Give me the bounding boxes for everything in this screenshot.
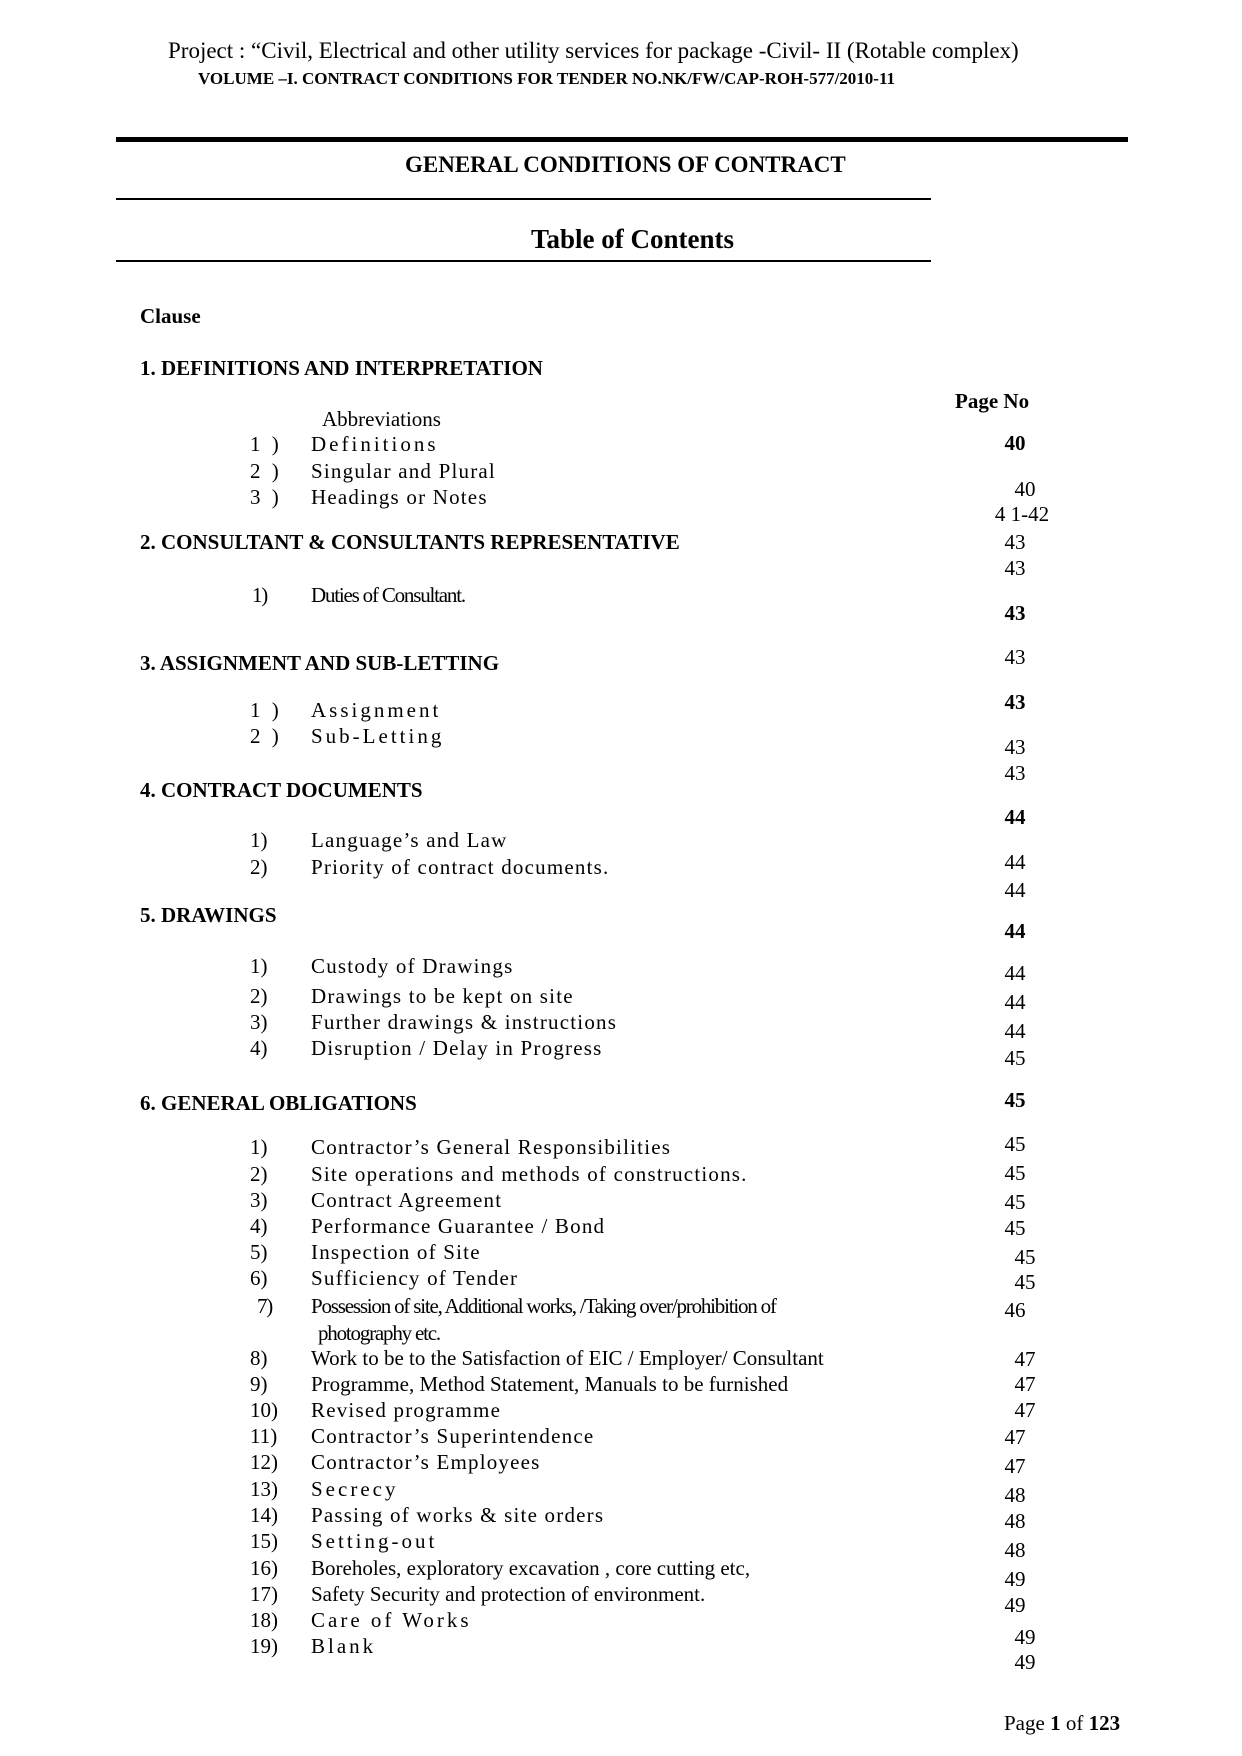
page-number: 45 <box>1014 1245 1036 1269</box>
toc-title: Table of Contents <box>531 224 735 254</box>
page-number: 44 <box>1004 990 1026 1014</box>
item-number: 2) <box>250 1162 268 1186</box>
item-number: 2) <box>250 984 268 1008</box>
item-number: 4) <box>250 1214 268 1238</box>
page-number: 46 <box>1004 1298 1026 1322</box>
toc-entry: Safety Security and protection of environment. <box>311 1582 706 1606</box>
toc-entry-abbreviations: Abbreviations <box>322 407 441 431</box>
page-number: 43 <box>1004 761 1026 785</box>
toc-entry: Programme, Method Statement, Manuals to be furnished <box>311 1372 789 1396</box>
toc-entry: Definitions <box>311 432 439 456</box>
toc-entry: Headings or Notes <box>311 485 488 509</box>
title-rule-bottom <box>116 260 931 262</box>
item-number: 4) <box>250 1036 268 1060</box>
page-no-label: Page No <box>955 389 1030 413</box>
item-number: 12) <box>250 1450 278 1474</box>
page-number: 4 1-42 <box>994 502 1050 526</box>
item-number: 17) <box>250 1582 278 1606</box>
toc-entry: Work to be to the Satisfaction of EIC / Employer/ Consultant <box>311 1346 824 1370</box>
page-number: 49 <box>1004 1593 1026 1617</box>
item-number: 11) <box>250 1424 278 1448</box>
toc-entry: Secrecy <box>311 1477 399 1501</box>
item-number: 3) <box>250 1188 268 1212</box>
toc-entry: Blank <box>311 1634 377 1658</box>
toc-entry: Passing of works & site orders <box>311 1503 605 1527</box>
toc-entry: Further drawings & instructions <box>311 1010 618 1034</box>
toc-entry: Contractor’s Superintendence <box>311 1424 595 1448</box>
page-number: 43 <box>1004 556 1026 580</box>
page-number: 49 <box>1014 1625 1036 1649</box>
page-number: 43 <box>1004 645 1026 669</box>
header-project: Project : “Civil, Electrical and other utility services for package -Civil- II (Rotable complex) <box>168 38 1019 63</box>
item-number: 18) <box>250 1608 278 1632</box>
page-number: 40 <box>1004 431 1026 455</box>
page-number: 45 <box>1004 1216 1026 1240</box>
toc-entry: Contractor’s General Responsibilities <box>311 1135 672 1159</box>
page-number: 49 <box>1014 1650 1036 1674</box>
toc-entry: Custody of Drawings <box>311 954 514 978</box>
item-number: 2) <box>250 855 268 879</box>
toc-entry: Site operations and methods of constructions. <box>311 1162 748 1186</box>
item-number: 1) <box>252 583 268 607</box>
document-title: GENERAL CONDITIONS OF CONTRACT <box>405 152 846 177</box>
toc-entry: Drawings to be kept on site <box>311 984 574 1008</box>
page-number: 47 <box>1004 1425 1026 1449</box>
page-number: 45 <box>1004 1161 1026 1185</box>
page-number: 44 <box>1004 1019 1026 1043</box>
toc-entry: Language’s and Law <box>311 828 508 852</box>
item-number: 6) <box>250 1266 268 1290</box>
toc-entry: Possession of site, Additional works, /Taking over/prohibition of <box>311 1294 776 1318</box>
page-number: 48 <box>1004 1538 1026 1562</box>
item-number: 3) <box>250 1010 268 1034</box>
page-number: 44 <box>1004 850 1026 874</box>
page-number: 44 <box>1004 961 1026 985</box>
page-number: 45 <box>1004 1088 1026 1112</box>
page-number: 47 <box>1004 1454 1026 1478</box>
toc-entry: Performance Guarantee / Bond <box>311 1214 606 1238</box>
toc-entry: Care of Works <box>311 1608 472 1632</box>
page-number: 43 <box>1004 530 1026 554</box>
footer-total-pages: 123 <box>1088 1711 1121 1735</box>
page-number: 48 <box>1004 1509 1026 1533</box>
item-number: 1 ) <box>250 432 282 456</box>
item-number: 13) <box>250 1477 278 1501</box>
page-number: 43 <box>1004 735 1026 759</box>
page-number: 45 <box>1004 1046 1026 1070</box>
section-title: 5. DRAWINGS <box>140 903 277 927</box>
item-number: 9) <box>250 1372 268 1396</box>
item-number: 19) <box>250 1634 278 1658</box>
header-rule <box>116 137 1128 142</box>
footer-of-label: of <box>1065 1711 1084 1735</box>
item-number: 2 ) <box>250 459 282 483</box>
item-number: 3 ) <box>250 485 282 509</box>
toc-entry: Priority of contract documents. <box>311 855 610 879</box>
toc-entry: Contractor’s Employees <box>311 1450 541 1474</box>
header-volume: VOLUME –I. CONTRACT CONDITIONS FOR TENDER NO.NK/FW/CAP-ROH-577/2010-11 <box>198 69 896 88</box>
toc-entry: Sufficiency of Tender <box>311 1266 519 1290</box>
page-number: 40 <box>1014 477 1036 501</box>
item-number: 1) <box>250 1135 268 1159</box>
toc-entry: Inspection of Site <box>311 1240 481 1264</box>
section-title: 4. CONTRACT DOCUMENTS <box>140 778 423 802</box>
item-number: 2 ) <box>250 724 282 748</box>
toc-entry: Sub-Letting <box>311 724 445 748</box>
toc-entry: Assignment <box>311 698 442 722</box>
section-title: 6. GENERAL OBLIGATIONS <box>140 1091 417 1115</box>
toc-entry: Duties of Consultant. <box>311 583 465 607</box>
footer-page-label: Page <box>1004 1711 1045 1735</box>
toc-entry: Boreholes, exploratory excavation , core cutting etc, <box>311 1556 751 1580</box>
page-number: 45 <box>1004 1190 1026 1214</box>
toc-entry: Contract Agreement <box>311 1188 503 1212</box>
toc-entry-continuation: photography etc. <box>318 1321 440 1345</box>
page-number: 47 <box>1014 1398 1036 1422</box>
page-number: 48 <box>1004 1483 1026 1507</box>
page-number: 45 <box>1004 1132 1026 1156</box>
footer-current-page: 1 <box>1050 1711 1061 1735</box>
page-footer <box>1004 1711 1120 1736</box>
item-number: 1) <box>250 828 268 852</box>
page-number: 47 <box>1014 1347 1036 1371</box>
item-number: 16) <box>250 1556 278 1580</box>
item-number: 7) <box>257 1294 273 1318</box>
item-number: 1 ) <box>250 698 282 722</box>
item-number: 10) <box>250 1398 278 1422</box>
page-number: 44 <box>1004 919 1026 943</box>
clause-label: Clause <box>140 304 201 328</box>
item-number: 15) <box>250 1529 278 1553</box>
toc-entry: Setting-out <box>311 1529 438 1553</box>
page-number: 47 <box>1014 1372 1036 1396</box>
section-title: 3. ASSIGNMENT AND SUB-LETTING <box>140 651 500 675</box>
page-number: 43 <box>1004 601 1026 625</box>
page-number: 43 <box>1004 690 1026 714</box>
page-number: 44 <box>1004 878 1026 902</box>
page-number: 49 <box>1004 1567 1026 1591</box>
section-title: 2. CONSULTANT & CONSULTANTS REPRESENTATIVE <box>140 530 680 554</box>
page-number: 44 <box>1004 805 1026 829</box>
page-number: 45 <box>1014 1270 1036 1294</box>
toc-entry: Disruption / Delay in Progress <box>311 1036 603 1060</box>
item-number: 5) <box>250 1240 268 1264</box>
title-rule-top <box>116 198 931 200</box>
toc-entry: Singular and Plural <box>311 459 496 483</box>
item-number: 1) <box>250 954 268 978</box>
item-number: 8) <box>250 1346 268 1370</box>
toc-entry: Revised programme <box>311 1398 502 1422</box>
section-title: 1. DEFINITIONS AND INTERPRETATION <box>140 356 543 380</box>
item-number: 14) <box>250 1503 278 1527</box>
